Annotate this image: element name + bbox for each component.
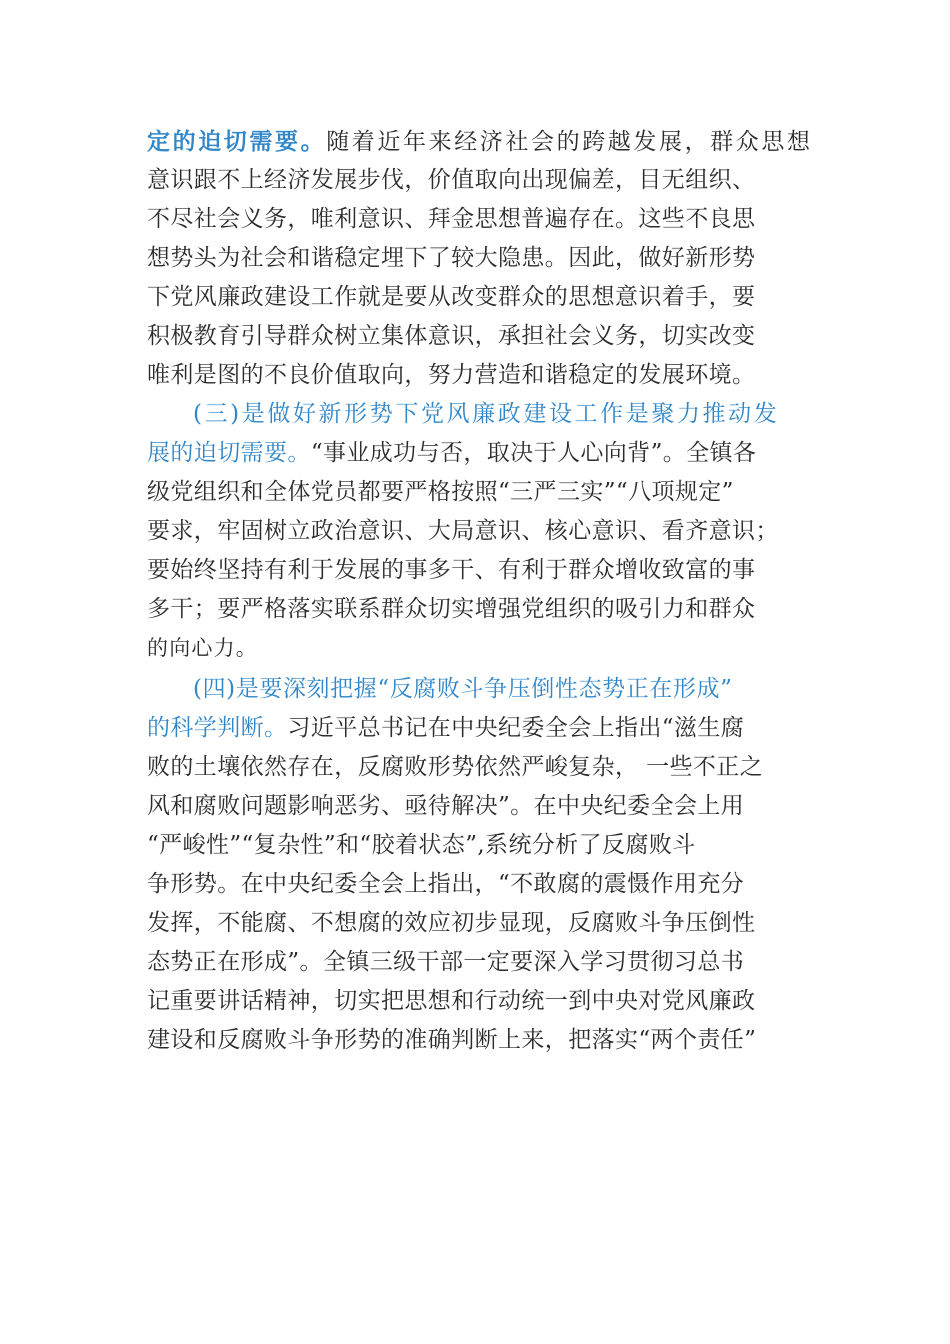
text-run: “事业成功与否，取决于人心向背”。全镇各	[310, 440, 757, 466]
paragraph-line: 多干；要严格落实联系群众切实增强党组织的吸引力和群众	[147, 596, 756, 622]
paragraph-line: 发挥，不能腐、不想腐的效应初步显现，反腐败斗争压倒性	[147, 910, 756, 936]
highlight-heading: 定的迫切需要。	[147, 128, 327, 155]
paragraph-line	[147, 434, 817, 473]
paragraph-3	[147, 670, 817, 1060]
paragraph-line: 想势头为社会和谐稳定埋下了较大隐患。因此，做好新形势	[147, 245, 756, 271]
paragraph-line	[147, 709, 817, 748]
paragraph-line: 唯利是图的不良价值取向，努力营造和谐稳定的发展环境。	[147, 362, 756, 388]
paragraph-line: 风和腐败问题影响恶劣、亟待解决”。在中央纪委全会上用	[147, 793, 745, 819]
paragraph-line: 争形势。在中央纪委全会上指出，“不敢腐的震慑作用充分	[147, 871, 745, 897]
text-run: 习近平总书记在中央纪委全会上指出“滋生腐	[287, 715, 745, 741]
paragraph-line: 不尽社会义务，唯利意识、拜金思想普遍存在。这些不良思	[147, 206, 756, 232]
document-page	[147, 122, 817, 1060]
paragraph-line: 要始终坚持有利于发展的事多干、有利于群众增收致富的事	[147, 557, 756, 583]
paragraph-line: 积极教育引导群众树立集体意识，承担社会义务，切实改变	[147, 323, 756, 349]
paragraph-line: 要求，牢固树立政治意识、大局意识、核心意识、看齐意识；	[147, 518, 779, 544]
section-heading-3: (三)是做好新形势下党风廉政建设工作是聚力推动发	[193, 401, 780, 427]
paragraph-1	[147, 122, 817, 395]
paragraph-line: 态势正在形成”。全镇三级干部一定要深入学习贯彻习总书	[147, 949, 745, 975]
paragraph-2	[147, 395, 817, 668]
section-heading-4: (四)是要深刻把握“反腐败斗争压倒性态势正在形成”	[193, 676, 733, 702]
paragraph-line: 下党风廉政建设工作就是要从改变群众的思想意识着手，要	[147, 284, 756, 310]
paragraph-line: 意识跟不上经济发展步伐，价值取向出现偏差，目无组织、	[147, 167, 756, 193]
paragraph-line: 级党组织和全体党员都要严格按照“三严三实”“八项规定”	[147, 479, 734, 505]
highlight-heading: 展的迫切需要。	[147, 440, 311, 466]
paragraph-line: 建设和反腐败斗争形势的准确判断上来，把落实“两个责任”	[147, 1027, 757, 1053]
highlight-heading: 的科学判断。	[147, 715, 288, 741]
paragraph-line	[147, 122, 817, 161]
paragraph-line: 记重要讲话精神，切实把思想和行动统一到中央对党风廉政	[147, 988, 756, 1014]
text-run: 随着近年来经济社会的跨越发展，群众思想	[326, 129, 813, 155]
paragraph-line: “严峻性”“复杂性”和“胶着状态”,系统分析了反腐败斗	[147, 832, 696, 858]
paragraph-line: 的向心力。	[147, 636, 258, 660]
paragraph-line: 败的土壤依然存在，反腐败形势依然严峻复杂， 一些不正之	[147, 754, 764, 780]
